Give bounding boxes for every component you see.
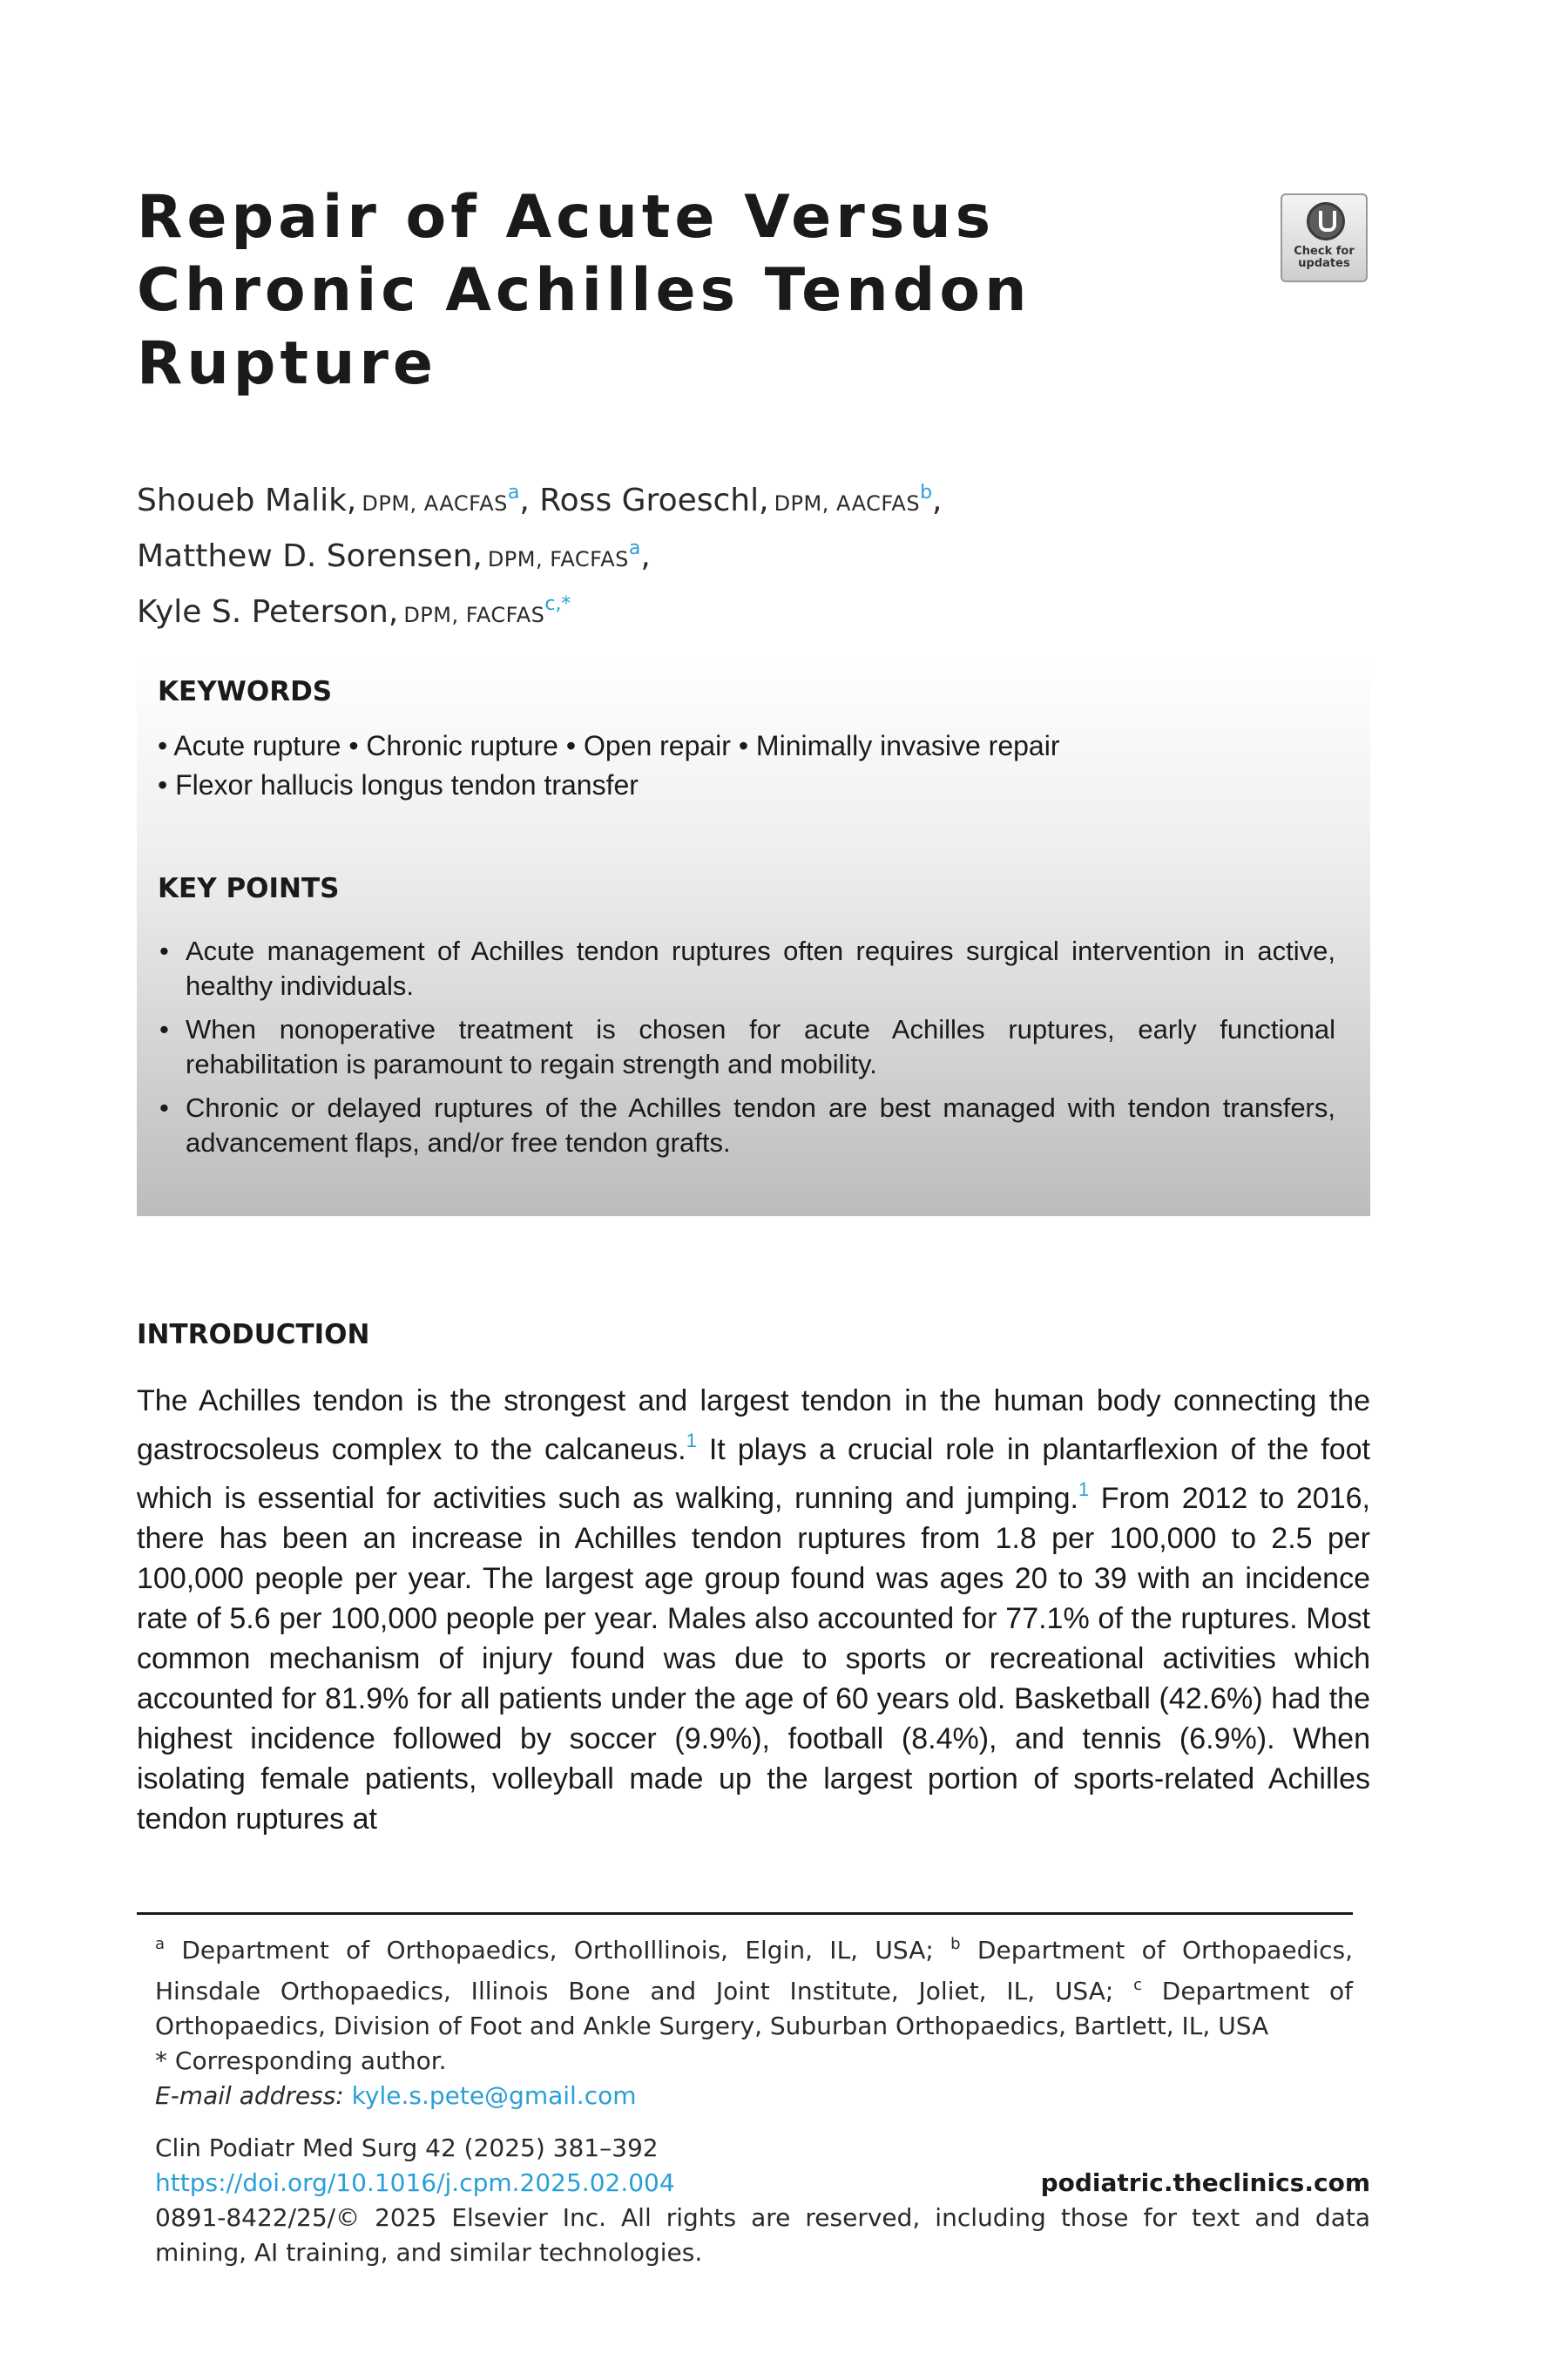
keywords-heading: KEYWORDS	[158, 676, 333, 707]
crossmark-label: Check for updates	[1294, 245, 1355, 270]
doi-link[interactable]: https://doi.org/10.1016/j.cpm.2025.02.004	[155, 2168, 675, 2197]
affiliation-marker[interactable]: b	[920, 482, 933, 504]
author-name: Ross Groeschl,	[539, 483, 769, 518]
check-for-updates-badge[interactable]	[1281, 193, 1368, 282]
author-degrees: DPM, FACFAS	[403, 603, 545, 627]
author	[137, 594, 571, 630]
keywords-list	[158, 727, 1342, 805]
key-point: • Acute management of Achilles tendon ruptures often requires surgical intervention in active, healthy individuals.	[158, 934, 1335, 1004]
author-degrees: DPM, AACFAS	[774, 491, 921, 516]
title-line: Repair of Acute Versus	[137, 183, 996, 252]
reference-link[interactable]: 1	[1078, 1478, 1090, 1500]
footnotes	[155, 1927, 1353, 2113]
keywords-line: • Flexor hallucis longus tendon transfer	[158, 769, 639, 801]
author: Ross Groeschl, DPM, AACFAS$^b$,	[539, 482, 943, 518]
key-point: • Chronic or delayed ruptures of the Achilles tendon are best managed with tendon transfers, advancement flaps, and/or free tendon grafts.	[158, 1091, 1335, 1160]
keywords-line: • Acute rupture • Chronic rupture • Open repair • Minimally invasive repair	[158, 730, 1060, 761]
citation-block	[155, 2131, 1370, 2270]
title-line: Rupture	[137, 329, 438, 398]
key-points-list	[158, 934, 1335, 1169]
affiliation-marker[interactable]: a	[628, 538, 641, 559]
corresponding-author-note: * Corresponding author.	[155, 2046, 447, 2075]
author: Matthew D. Sorensen, DPM, FACFAS$^a$,	[137, 538, 651, 574]
affiliation-marker[interactable]: c,*	[544, 593, 571, 615]
journal-citation: Clin Podiatr Med Surg 42 (2025) 381–392	[155, 2133, 659, 2162]
introduction-heading: INTRODUCTION	[137, 1319, 370, 1350]
reference-link[interactable]: 1	[686, 1430, 697, 1451]
affiliation-marker[interactable]: a	[507, 482, 520, 504]
key-points-heading: KEY POINTS	[158, 873, 340, 904]
author-line	[137, 526, 1269, 582]
introduction-body: The Achilles tendon is the strongest and largest tendon in the human body connecting the gastrocsoleus complex to the calcaneus.$^1$ It plays a crucial role in plantarflexion of the foot which is essential for activities such as walking, running and jumping.$^1$ From 2012 to 2016, there has been an increase in Achilles tendon ruptures from 1.8 per 100,000 to 2.5 per 100,000 people per year. The largest age group found was ages 20 to 39 with an incidence rate of 5.6 per 100,000 people per year. Males also accounted for 77.1% of the ruptures. Most common mechanism of injury found was due to sports or recreational activities which accounted for 81.9% for all patients under the age of 60 years old. Basketball (42.6%) had the highest incidence followed by soccer (9.9%), football (8.4%), and tennis (6.9%). When isolating female patients, volleyball made up the largest portion of sports-related Achilles tendon ruptures at	[137, 1384, 1370, 1836]
author-name: Kyle S. Peterson,	[137, 594, 399, 630]
affiliations: $^a$ Department of Orthopaedics, OrthoIllinois, Elgin, IL, USA; $^b$ Department of Orthopaedics, Hinsdale Orthopaedics, Illinois Bone and Joint Institute, Joliet, IL, USA; $^c$ Department of Orthopaedics, Division of Foot and Ankle Surgery, Suburban Orthopaedics, Bartlett, IL, USA	[155, 1935, 1354, 2040]
abstract-box	[137, 655, 1370, 1216]
author-degrees: DPM, AACFAS	[362, 491, 508, 516]
author-degrees: DPM, FACFAS	[487, 547, 629, 571]
crossmark-icon	[1307, 202, 1345, 240]
email-link[interactable]: kyle.s.pete@gmail.com	[351, 2081, 637, 2110]
key-point: • When nonoperative treatment is chosen for acute Achilles ruptures, early functional rehabilitation is paramount to regain strength and mobility.	[158, 1012, 1335, 1082]
email-label: E-mail address:	[155, 2081, 344, 2110]
author-line	[137, 582, 1269, 638]
author-line	[137, 470, 1269, 526]
footnote-divider	[137, 1912, 1353, 1915]
article-title	[137, 181, 1095, 401]
author-name: Matthew D. Sorensen,	[137, 538, 483, 574]
journal-website[interactable]: podiatric.theclinics.com	[1040, 2168, 1370, 2197]
author: Shoueb Malik, DPM, AACFAS$^a$,	[137, 482, 530, 518]
title-line: Chronic Achilles Tendon	[137, 256, 1031, 325]
author-list	[137, 470, 1269, 638]
email-line	[155, 2079, 1353, 2113]
author-name: Shoueb Malik,	[137, 483, 357, 518]
copyright-notice: 0891-8422/25/© 2025 Elsevier Inc. All rights are reserved, including those for text and data mining, AI training, and similar technologies.	[155, 2203, 1370, 2267]
